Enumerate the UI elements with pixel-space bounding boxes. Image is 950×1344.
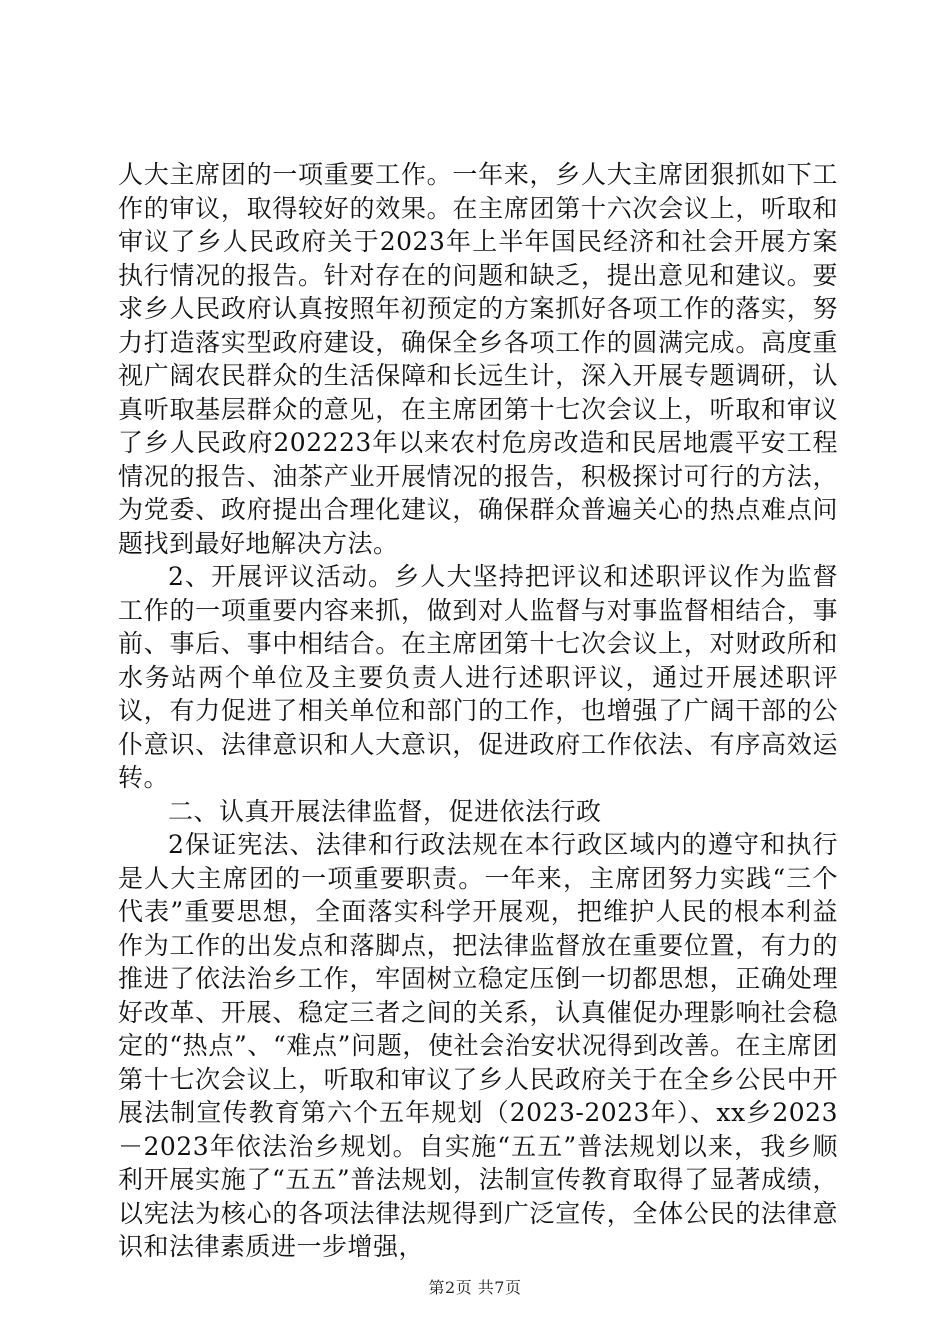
paragraph-continuation: 人大主席团的一项重要工作。一年来，乡人大主席团狠抓如下工作的审议，取得较好的效果。在主席团第十六次会议上，听取和审议了乡人民政府关于2023年上半年国民经济和社会开展方案执行情况的报告。针对存在的问题和缺乏，提出意见和建议。要求乡人民政府认真按照年初预定的方案抓好各项工作的落实，努力打造落实型政府建设，确保全乡各项工作的圆满完成。高度重视广阔农民群众的生活保障和长远生计，深入开展专题调研，认真听取基层群众的意见，在主席团第十七次会议上，听取和审议了乡人民政府202223年以来农村危房改造和民居地震平安工程情况的报告、油茶产业开展情况的报告，积极探讨可行的方法，为党委、政府提出合理化建议，确保群众普遍关心的热点难点问题找到最好地解决方法。 bbox=[118, 160, 838, 558]
page-number-footer: 第2页 共7页 bbox=[428, 1278, 522, 1297]
document-body bbox=[118, 158, 838, 1264]
paragraph-evaluation-activities: 2、开展评议活动。乡人大坚持把评议和述职评议作为监督工作的一项重要内容来抓，做到对人监督与对事监督相结合，事前、事后、事中相结合。在主席团第十七次会议上，对财政所和水务站两个单位及主要负责人进行述职评议，通过开展述职评议，有力促进了相关单位和部门的工作，也增强了广阔干部的公仆意识、法律意识和人大意识，促进政府工作依法、有序高效运转。 bbox=[118, 562, 838, 792]
paragraph-legal-supervision: 2保证宪法、法律和行政法规在本行政区域内的遵守和执行是人大主席团的一项重要职责。一年来，主席团努力实践“三个代表”重要思想，全面落实科学开展观，把维护人民的根本利益作为工作的出发点和落脚点，把法律监督放在重要位置，有力的推进了依法治乡工作，牢固树立稳定压倒一切都思想，正确处理好改革、开展、稳定三者之间的关系，认真催促办理影响社会稳定的“热点”、“难点”问题，使社会治安状况得到改善。在主席团第十七次会议上，听取和审议了乡人民政府关于在全乡公民中开展法制宣传教育第六个五年规划（2023-2023年）、xx乡2023－2023年依法治乡规划。自实施“五五”普法规划以来，我乡顺利开展实施了“五五”普法规划，法制宣传教育取得了显著成绩，以宪法为核心的各项法律法规得到广泛宣传，全体公民的法律意识和法律素质进一步增强， bbox=[118, 830, 838, 1261]
section-heading-legal-supervision: 二、认真开展法律监督，促进依法行政 bbox=[168, 796, 602, 826]
